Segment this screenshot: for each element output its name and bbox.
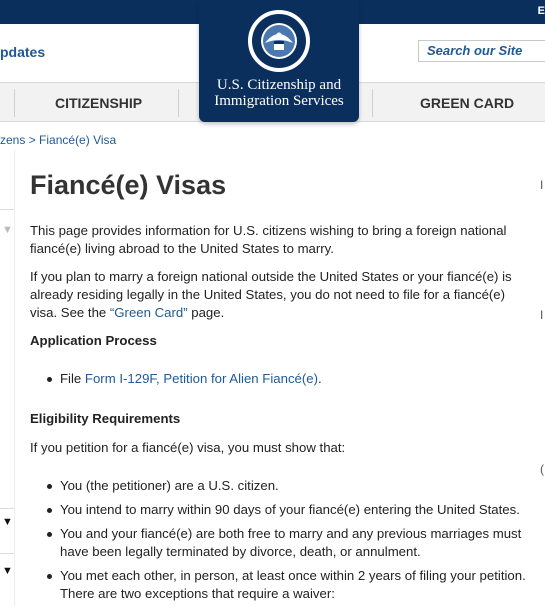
- list-item: You intend to marry within 90 days of your fiancé(e) entering the United States.: [60, 501, 530, 519]
- agency-name-line1: U.S. Citizenship and: [216, 77, 342, 93]
- eligibility-heading: Eligibility Requirements: [30, 411, 181, 426]
- list-item: You met each other, in person, at least once within 2 years of filing your petition. There are two exceptions that require a waiver:: [60, 567, 530, 603]
- right-sidebar-fragment: I: [540, 178, 544, 192]
- sidebar-item[interactable]: [0, 553, 14, 554]
- eligibility-list: [30, 477, 530, 603]
- plan-paragraph: [30, 268, 530, 322]
- nav-item-green-card[interactable]: GREEN CARD: [420, 95, 515, 111]
- nav-item-citizenship[interactable]: CITIZENSHIP: [55, 95, 143, 111]
- chevron-down-icon[interactable]: ▼: [2, 224, 13, 236]
- file-suffix: .: [318, 371, 322, 386]
- language-link[interactable]: E: [537, 5, 545, 17]
- search-placeholder: Search our Site: [427, 43, 523, 58]
- application-process-heading: Application Process: [30, 333, 157, 348]
- list-item: [60, 370, 530, 388]
- list-item: You (the petitioner) are a U.S. citizen.: [60, 477, 530, 495]
- main-content: [30, 222, 530, 609]
- breadcrumb: [0, 133, 116, 147]
- nav-divider: [178, 89, 179, 117]
- application-list: [30, 370, 530, 388]
- updates-link[interactable]: pdates: [0, 44, 46, 60]
- chevron-down-icon[interactable]: ▼: [2, 516, 13, 528]
- nav-divider: [14, 89, 15, 117]
- page-title: Fiancé(e) Visas: [30, 170, 227, 200]
- uscis-logo[interactable]: [199, 0, 359, 122]
- form-i129f-link[interactable]: Form I-129F, Petition for Alien Fiancé(e): [84, 371, 318, 386]
- search-input[interactable]: [418, 40, 545, 62]
- sidebar-divider: [14, 150, 15, 606]
- plan-text: If you plan to marry a foreign national outside the United States or your fiancé(e) is already residing legally in the United States, you do not need to file for a fiancé(e) visa. See the: [30, 269, 512, 320]
- file-prefix: File: [60, 371, 85, 386]
- sidebar-item[interactable]: [0, 209, 14, 210]
- breadcrumb-current[interactable]: Fiancé(e) Visa: [39, 133, 117, 147]
- sidebar-item[interactable]: [0, 508, 14, 509]
- dhs-seal-icon: [248, 10, 310, 72]
- plan-text-end: page.: [187, 305, 225, 320]
- eligibility-intro: If you petition for a fiancé(e) visa, you must show that:: [30, 440, 346, 455]
- agency-name-line2: Immigration Services: [214, 93, 344, 109]
- list-item: You and your fiancé(e) are both free to marry and any previous marriages must have been legally terminated by divorce, death, or annulment.: [60, 525, 530, 561]
- green-card-link[interactable]: “Green Card”: [109, 305, 188, 320]
- chevron-down-icon[interactable]: ▼: [2, 565, 13, 577]
- breadcrumb-prev-link[interactable]: zens: [0, 133, 26, 147]
- right-sidebar-fragment: (: [540, 462, 544, 476]
- right-sidebar-fragment: I: [540, 308, 544, 322]
- breadcrumb-separator: >: [25, 133, 40, 147]
- intro-paragraph: This page provides information for U.S. citizens wishing to bring a foreign national fiancé(e) living abroad to the United States to marry.: [30, 223, 507, 256]
- nav-divider: [372, 89, 373, 117]
